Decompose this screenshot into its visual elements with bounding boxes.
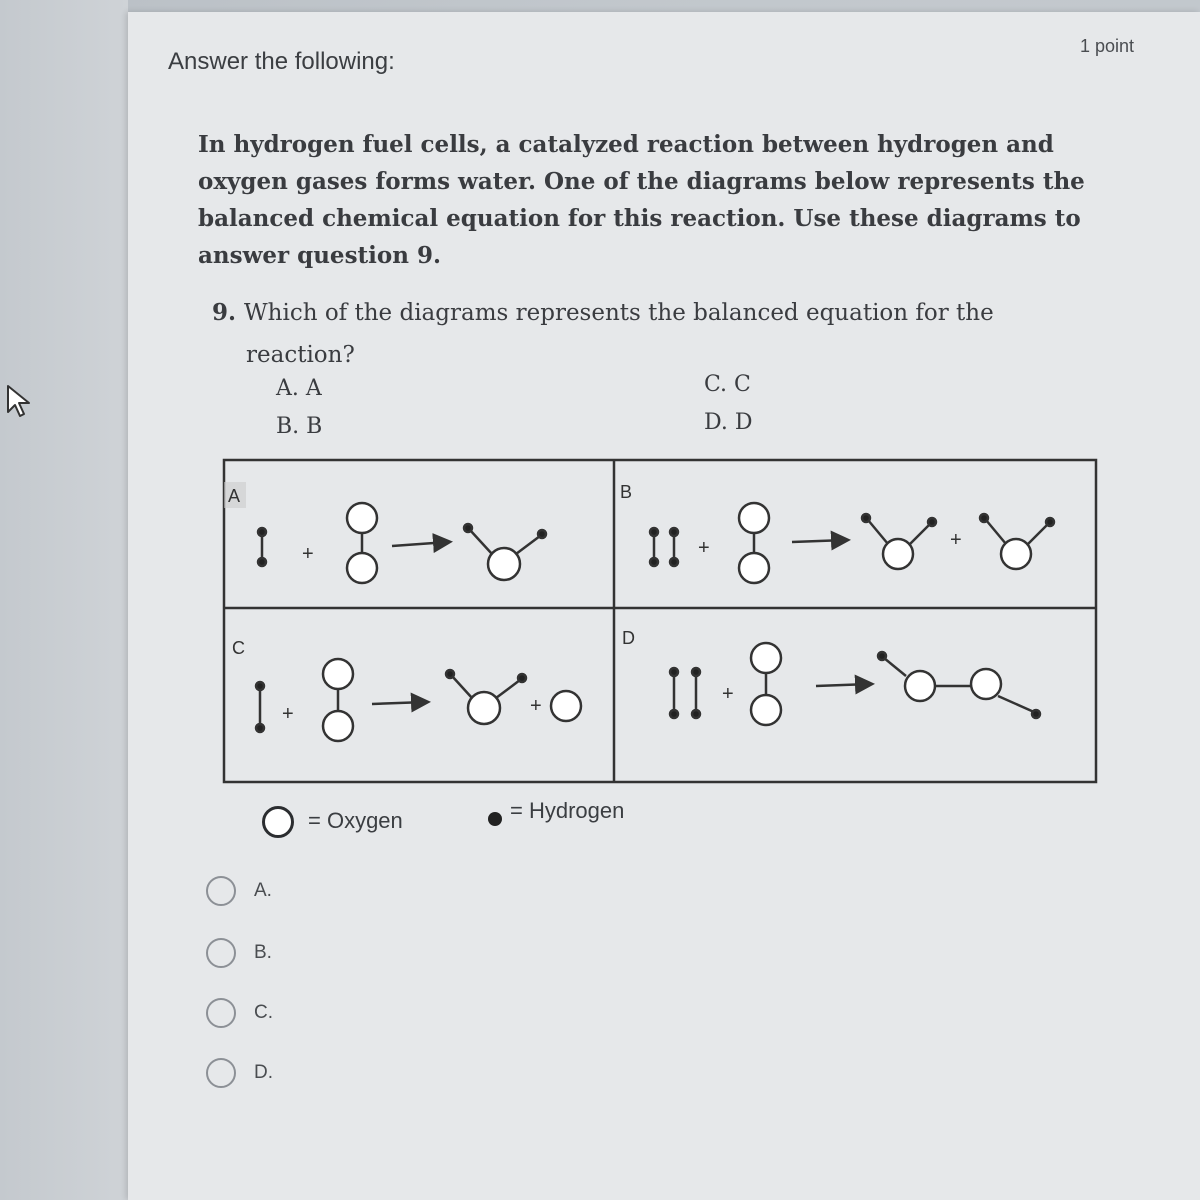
choice-c-text: C. C: [704, 372, 751, 397]
panel-label-d: D: [622, 628, 635, 648]
question-line-1: Which of the diagrams represents the balanced equation for the: [244, 300, 994, 326]
points-label: 1 point: [1079, 36, 1134, 56]
answer-option-c[interactable]: [206, 998, 273, 1028]
choice-a-text: A. A: [276, 376, 322, 401]
answer-option-d[interactable]: [206, 1058, 273, 1088]
choice-d-text: D. D: [704, 410, 753, 435]
question-text: [212, 292, 1072, 376]
answer-option-c-label: C.: [254, 1002, 273, 1023]
radio-a[interactable]: [206, 876, 236, 906]
radio-c[interactable]: [206, 998, 236, 1028]
oxygen-legend-icon: [262, 806, 294, 838]
choice-b-text: B. B: [276, 414, 323, 439]
panel-label-a: A: [228, 486, 241, 506]
reaction-diagram: [220, 456, 1120, 801]
panel-c-plus-1: +: [282, 703, 294, 725]
answer-option-b[interactable]: [206, 938, 272, 968]
answer-option-a-label: A.: [254, 880, 272, 901]
panel-b-plus-2: +: [950, 529, 962, 551]
panel-b-reaction: [650, 503, 1054, 583]
panel-label-c: C: [232, 638, 245, 658]
card-header-title: Answer the following:: [168, 48, 395, 75]
panel-label-b: B: [620, 482, 633, 502]
radio-b[interactable]: [206, 938, 236, 968]
oxygen-legend-label: = Oxygen: [308, 808, 403, 833]
hydrogen-legend-label: = Hydrogen: [510, 798, 625, 823]
mouse-cursor-icon: [6, 384, 34, 418]
background-strip: [0, 0, 128, 1200]
answer-option-b-label: B.: [254, 942, 272, 963]
panel-d-plus: +: [722, 683, 734, 705]
question-passage: In hydrogen fuel cells, a catalyzed reaction between hydrogen and oxygen gases forms water. One of the diagrams below represents the balanced chemical equation for this reaction. Use these diagrams to answer question 9.: [198, 131, 1085, 269]
panel-b-plus-1: +: [698, 537, 710, 559]
question-line-2: reaction?: [246, 342, 355, 368]
question-number: 9.: [212, 299, 237, 326]
panel-c-plus-2: +: [530, 695, 542, 717]
panel-a-plus: +: [302, 543, 314, 565]
answer-option-d-label: D.: [254, 1062, 273, 1083]
answer-option-a[interactable]: [206, 876, 272, 906]
hydrogen-legend-icon: [488, 812, 502, 826]
radio-d[interactable]: [206, 1058, 236, 1088]
